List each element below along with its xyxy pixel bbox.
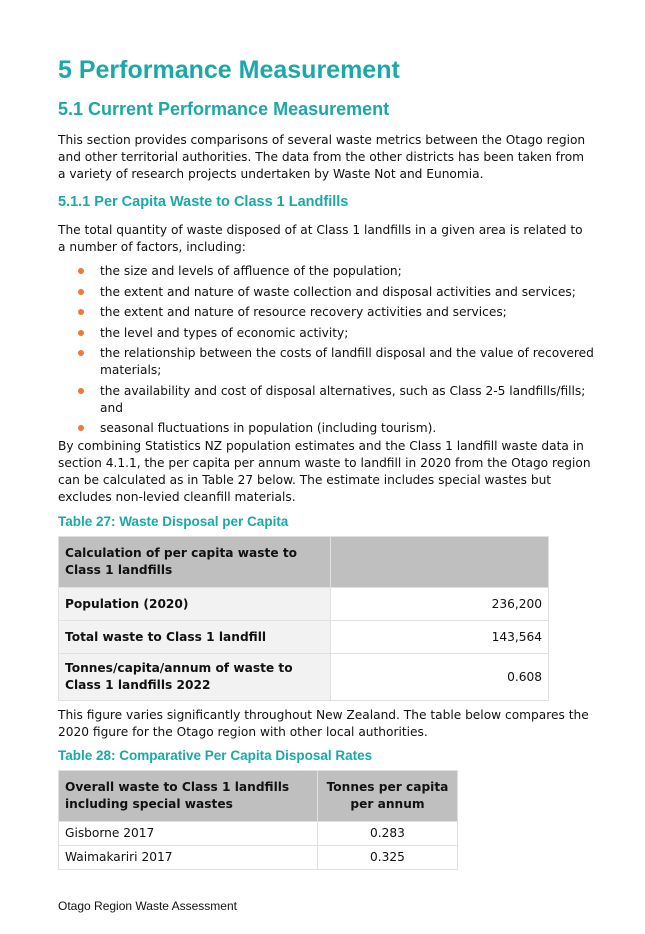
bullet-icon xyxy=(78,268,84,274)
list-item: the size and levels of affluence of the population; xyxy=(58,263,598,280)
comparative-rates-table xyxy=(58,770,458,870)
intro-paragraph: This section provides comparisons of several waste metrics between the Otago region and other territorial authorities. The data from the other districts has been taken from a variety of research projects undertaken by Waste Not and Eunomia. xyxy=(58,133,586,181)
table27-caption: Table 27: Waste Disposal per Capita xyxy=(58,514,289,529)
section-heading: 5 Performance Measurement xyxy=(58,56,400,84)
table-cell-label: Total waste to Class 1 landfill xyxy=(59,621,331,654)
table-cell-value: 0.325 xyxy=(318,846,458,870)
table-header-cell: Overall waste to Class 1 landfills including special wastes xyxy=(59,771,318,822)
page-footer: Otago Region Waste Assessment xyxy=(58,899,237,913)
subsection-heading: 5.1 Current Performance Measurement xyxy=(58,99,390,119)
table-cell-value: 143,564 xyxy=(331,621,549,654)
combining-paragraph: By combining Statistics NZ population estimates and the Class 1 landfill waste data in section 4.1.1, the per capita per annum waste to landfill in 2020 from the Otago region can be calculated as in Table 27 below. The estimate includes special wastes but excludes non-levied cleanfill materials. xyxy=(58,439,591,504)
bullet-icon xyxy=(78,330,84,336)
table28-caption: Table 28: Comparative Per Capita Disposal Rates xyxy=(58,748,373,763)
table-row xyxy=(59,822,458,846)
bullet-icon xyxy=(78,388,84,394)
table-cell-value: 0.608 xyxy=(331,654,549,701)
table-cell-region: Waimakariri 2017 xyxy=(59,846,318,870)
varies-paragraph: This figure varies significantly throughout New Zealand. The table below compares the 2020 figure for the Otago region with other local authorities. xyxy=(58,708,589,739)
table-row xyxy=(59,654,549,701)
bullet-icon xyxy=(78,350,84,356)
list-item: the availability and cost of disposal alternatives, such as Class 2-5 landfills/fills; and xyxy=(58,383,598,417)
bullet-icon xyxy=(78,289,84,295)
table-header-cell: Calculation of per capita waste to Class 1 landfills xyxy=(59,537,331,588)
table-cell-label: Tonnes/capita/annum of waste to Class 1 landfills 2022 xyxy=(59,654,331,701)
list-item: the level and types of economic activity; xyxy=(58,325,598,342)
sub-subsection-heading: 5.1.1 Per Capita Waste to Class 1 Landfills xyxy=(58,194,349,210)
table-header-cell: Tonnes per capita per annum xyxy=(318,771,458,822)
factors-list xyxy=(58,263,598,441)
table-cell-label: Population (2020) xyxy=(59,588,331,621)
bullet-icon xyxy=(78,309,84,315)
table-cell-value: 0.283 xyxy=(318,822,458,846)
list-item: the extent and nature of waste collection and disposal activities and services; xyxy=(58,284,598,301)
bullet-icon xyxy=(78,425,84,431)
table-row xyxy=(59,846,458,870)
table-row xyxy=(59,588,549,621)
waste-disposal-table xyxy=(58,536,549,701)
table-header-cell xyxy=(331,537,549,588)
table-cell-region: Gisborne 2017 xyxy=(59,822,318,846)
table-header-row xyxy=(59,771,458,822)
list-item: the relationship between the costs of landfill disposal and the value of recovered materials; xyxy=(58,345,598,379)
table-row xyxy=(59,621,549,654)
factors-intro-paragraph: The total quantity of waste disposed of at Class 1 landfills in a given area is related to a number of factors, including: xyxy=(58,223,583,254)
list-item: seasonal fluctuations in population (including tourism). xyxy=(58,420,598,437)
list-item: the extent and nature of resource recovery activities and services; xyxy=(58,304,598,321)
table-cell-value: 236,200 xyxy=(331,588,549,621)
table-header-row xyxy=(59,537,549,588)
